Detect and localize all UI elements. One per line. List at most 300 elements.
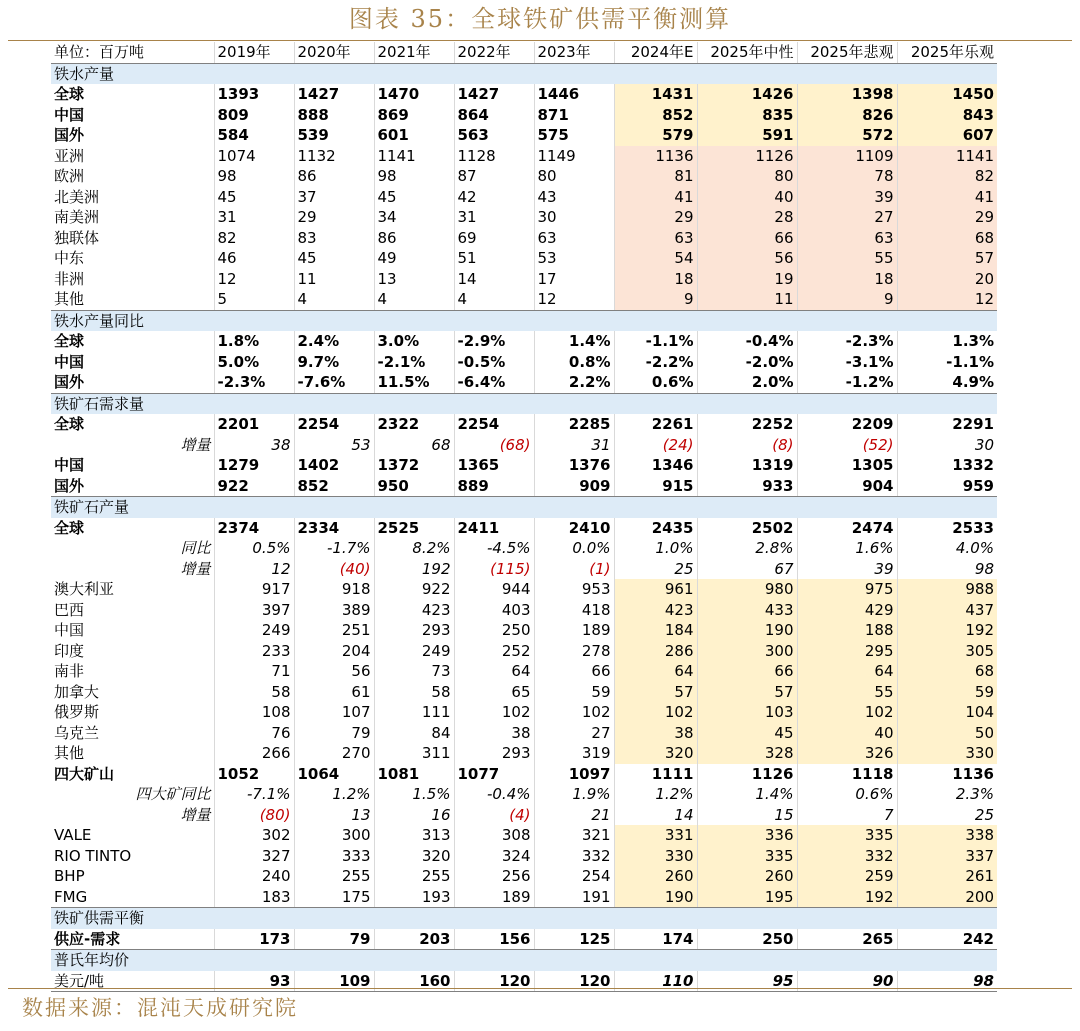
table-cell: 1427 — [454, 84, 534, 105]
table-cell: 1.4% — [534, 331, 614, 352]
table-cell: 601 — [374, 125, 454, 146]
table-cell: 174 — [614, 929, 697, 950]
table-cell: 1097 — [534, 764, 614, 785]
table-cell: 4.0% — [897, 538, 997, 559]
table-cell: 591 — [697, 125, 797, 146]
table-cell: 98 — [214, 166, 294, 187]
table-cell: 2254 — [454, 414, 534, 435]
table-cell: 54 — [614, 248, 697, 269]
row-label: 俄罗斯 — [54, 703, 100, 721]
table-cell: 0.6% — [614, 372, 697, 393]
table-cell: 266 — [214, 743, 294, 764]
table-cell: 2411 — [454, 518, 534, 539]
table-cell: 53 — [534, 248, 614, 269]
table-cell: 293 — [454, 743, 534, 764]
table-cell: 27 — [797, 207, 897, 228]
table-cell: 1470 — [374, 84, 454, 105]
table-row — [51, 105, 997, 126]
table-cell: 71 — [214, 661, 294, 682]
table-cell: 233 — [214, 641, 294, 662]
row-label: 巴西 — [54, 600, 85, 619]
table-cell: 1064 — [294, 764, 374, 785]
table-cell: 1346 — [614, 455, 697, 476]
row-label: 全球 — [54, 415, 85, 433]
table-row — [51, 538, 997, 559]
table-cell: 50 — [897, 723, 997, 744]
table-cell: 3.0% — [374, 331, 454, 352]
table-cell: 0.0% — [534, 538, 614, 559]
table-cell: 80 — [534, 166, 614, 187]
section-label: 铁水产量同比 — [51, 310, 997, 331]
table-cell: 64 — [614, 661, 697, 682]
table-cell: 260 — [697, 866, 797, 887]
table-cell: 1426 — [697, 84, 797, 105]
table-cell: 254 — [534, 866, 614, 887]
table-cell: 90 — [797, 971, 897, 992]
column-header: 2025年中性 — [697, 42, 797, 63]
table-cell: 55 — [797, 248, 897, 269]
table-row — [51, 146, 997, 167]
table-cell: 192 — [897, 620, 997, 641]
table-cell: 193 — [374, 887, 454, 908]
table-row — [51, 825, 997, 846]
table-cell: 950 — [374, 476, 454, 497]
table-cell: 1136 — [897, 764, 997, 785]
table-cell: 2474 — [797, 518, 897, 539]
table-cell: 980 — [697, 579, 797, 600]
table-cell: 255 — [374, 866, 454, 887]
table-cell: 29 — [294, 207, 374, 228]
section-row — [51, 310, 997, 331]
table-cell: 31 — [454, 207, 534, 228]
table-cell: 835 — [697, 105, 797, 126]
table-cell: 49 — [374, 248, 454, 269]
unit-label: 单位：百万吨 — [51, 42, 214, 63]
table-cell: 189 — [454, 887, 534, 908]
table-row — [51, 125, 997, 146]
table-cell: 1.8% — [214, 331, 294, 352]
table-cell: 103 — [697, 702, 797, 723]
table-row — [51, 455, 997, 476]
table-cell: 1077 — [454, 764, 534, 785]
table-cell: 1.5% — [374, 784, 454, 805]
table-cell: 324 — [454, 846, 534, 867]
table-cell: 31 — [214, 207, 294, 228]
table-cell: 332 — [797, 846, 897, 867]
table-cell: 270 — [294, 743, 374, 764]
table-cell: 250 — [697, 929, 797, 950]
table-cell: 108 — [214, 702, 294, 723]
table-cell: 311 — [374, 743, 454, 764]
table-cell: -0.4% — [697, 331, 797, 352]
section-label: 铁矿供需平衡 — [51, 908, 997, 929]
table-cell: -2.3% — [214, 372, 294, 393]
table-cell: 16 — [374, 805, 454, 826]
table-cell: 909 — [534, 476, 614, 497]
table-header-row — [51, 42, 997, 63]
table-cell: 1450 — [897, 84, 997, 105]
table-cell: 37 — [294, 187, 374, 208]
table-cell: 397 — [214, 600, 294, 621]
table-row — [51, 559, 997, 580]
table-cell: 961 — [614, 579, 697, 600]
table-cell: 41 — [897, 187, 997, 208]
table-cell: 2502 — [697, 518, 797, 539]
table-cell: 61 — [294, 682, 374, 703]
row-label: VALE — [54, 826, 92, 844]
table-cell: (8) — [697, 435, 797, 456]
table-cell: 332 — [534, 846, 614, 867]
table-cell: 25 — [614, 559, 697, 580]
table-cell: 2.4% — [294, 331, 374, 352]
table-cell: -1.1% — [614, 331, 697, 352]
table-cell: (115) — [454, 559, 534, 580]
table-cell: 68 — [374, 435, 454, 456]
table-cell: 327 — [214, 846, 294, 867]
table-cell: 58 — [214, 682, 294, 703]
table-cell: 57 — [897, 248, 997, 269]
table-cell: 259 — [797, 866, 897, 887]
table-cell: 255 — [294, 866, 374, 887]
table-row — [51, 682, 997, 703]
table-cell: 607 — [897, 125, 997, 146]
table-cell: 4.9% — [897, 372, 997, 393]
table-cell: 2410 — [534, 518, 614, 539]
table-cell: 51 — [454, 248, 534, 269]
table-cell: 539 — [294, 125, 374, 146]
table-cell: 160 — [374, 971, 454, 992]
table-cell: 59 — [534, 682, 614, 703]
row-label: 美元/吨 — [51, 971, 214, 992]
title-rule — [8, 40, 1072, 41]
table-cell: 889 — [454, 476, 534, 497]
table-cell: 933 — [697, 476, 797, 497]
row-label: 供应-需求 — [51, 929, 214, 950]
table-cell: 107 — [294, 702, 374, 723]
table-cell: 330 — [614, 846, 697, 867]
table-cell: 843 — [897, 105, 997, 126]
table-cell: -2.0% — [697, 352, 797, 373]
row-label: 南非 — [54, 662, 85, 680]
table-cell: 240 — [214, 866, 294, 887]
table-cell: 76 — [214, 723, 294, 744]
table-cell: 18 — [614, 269, 697, 290]
table-cell: 86 — [374, 228, 454, 249]
row-label: 国外 — [51, 476, 214, 497]
table-row — [51, 372, 997, 393]
table-cell: 82 — [897, 166, 997, 187]
table-cell: 1136 — [614, 146, 697, 167]
table-cell: 11 — [294, 269, 374, 290]
table-cell: (1) — [534, 559, 614, 580]
table-cell: 45 — [214, 187, 294, 208]
table-cell: 871 — [534, 105, 614, 126]
row-label: 全球 — [54, 85, 85, 103]
table-cell: 98 — [374, 166, 454, 187]
row-label: 国外 — [51, 372, 214, 393]
table-cell: 1376 — [534, 455, 614, 476]
table-row — [51, 723, 997, 744]
table-cell: -2.1% — [374, 352, 454, 373]
table-cell: 38 — [454, 723, 534, 744]
column-header: 2022年 — [454, 42, 534, 63]
table-cell: 252 — [454, 641, 534, 662]
table-cell: 2209 — [797, 414, 897, 435]
table-cell: 11.5% — [374, 372, 454, 393]
row-label: 同比 — [180, 539, 211, 557]
table-cell: 30 — [534, 207, 614, 228]
table-cell: 242 — [897, 929, 997, 950]
table-cell: 2291 — [897, 414, 997, 435]
column-header: 2023年 — [534, 42, 614, 63]
table-cell: 55 — [797, 682, 897, 703]
table-cell: 1118 — [797, 764, 897, 785]
table-cell: 102 — [797, 702, 897, 723]
table-cell: 93 — [214, 971, 294, 992]
table-cell: 192 — [374, 559, 454, 580]
row-label: 非洲 — [54, 269, 85, 288]
table-cell: 30 — [897, 435, 997, 456]
table-cell: 1109 — [797, 146, 897, 167]
table-row — [51, 887, 997, 908]
table-cell: 184 — [614, 620, 697, 641]
table-cell: 18 — [797, 269, 897, 290]
table-cell: 125 — [534, 929, 614, 950]
table-cell: 14 — [614, 805, 697, 826]
table-cell: 84 — [374, 723, 454, 744]
table-cell: 320 — [374, 846, 454, 867]
table-cell: 300 — [697, 641, 797, 662]
table-cell: 2254 — [294, 414, 374, 435]
table-cell: 915 — [614, 476, 697, 497]
column-header: 2021年 — [374, 42, 454, 63]
table-row — [51, 784, 997, 805]
table-cell: 852 — [614, 105, 697, 126]
table-cell: 110 — [614, 971, 697, 992]
row-label: 欧洲 — [54, 167, 85, 185]
table-cell: 959 — [897, 476, 997, 497]
table-cell: 78 — [797, 166, 897, 187]
table-cell: 251 — [294, 620, 374, 641]
table-cell: 852 — [294, 476, 374, 497]
table-cell: 1074 — [214, 146, 294, 167]
table-row — [51, 518, 997, 539]
table-cell: 45 — [294, 248, 374, 269]
table-cell: 40 — [697, 187, 797, 208]
table-cell: 904 — [797, 476, 897, 497]
table-cell: -7.1% — [214, 784, 294, 805]
table-row — [51, 414, 997, 435]
table-cell: 14 — [454, 269, 534, 290]
table-cell: 53 — [294, 435, 374, 456]
table-cell: -1.2% — [797, 372, 897, 393]
table-cell: 1081 — [374, 764, 454, 785]
table-row — [51, 641, 997, 662]
table-cell: 120 — [454, 971, 534, 992]
table-cell: 308 — [454, 825, 534, 846]
table-cell: 204 — [294, 641, 374, 662]
table-cell: 1132 — [294, 146, 374, 167]
table-cell: 1365 — [454, 455, 534, 476]
table-cell: 15 — [697, 805, 797, 826]
table-cell: 333 — [294, 846, 374, 867]
table-cell: 190 — [614, 887, 697, 908]
table-cell: 319 — [534, 743, 614, 764]
table-cell: 191 — [534, 887, 614, 908]
table-cell: 1141 — [897, 146, 997, 167]
table-cell: 19 — [697, 269, 797, 290]
table-cell: 563 — [454, 125, 534, 146]
table-cell: 67 — [697, 559, 797, 580]
table-cell: 1149 — [534, 146, 614, 167]
table-cell: 1.0% — [614, 538, 697, 559]
table-row — [51, 187, 997, 208]
table-cell: 4 — [374, 289, 454, 310]
row-label: 增量 — [180, 805, 211, 824]
table-cell: (24) — [614, 435, 697, 456]
row-label: 独联体 — [54, 228, 100, 247]
table-cell: 98 — [897, 971, 997, 992]
table-cell: 66 — [534, 661, 614, 682]
table-cell: 95 — [697, 971, 797, 992]
table-cell: 83 — [294, 228, 374, 249]
table-row — [51, 476, 997, 497]
row-label: 中国 — [54, 456, 85, 474]
row-label: 全球 — [54, 518, 85, 537]
table-cell: 195 — [697, 887, 797, 908]
table-cell: 203 — [374, 929, 454, 950]
section-label: 铁矿石产量 — [51, 497, 997, 518]
table-cell: 40 — [797, 723, 897, 744]
table-cell: 120 — [534, 971, 614, 992]
row-label: 增量 — [180, 559, 211, 578]
table-cell: (40) — [294, 559, 374, 580]
table-cell: 1126 — [697, 146, 797, 167]
table-cell: -1.1% — [897, 352, 997, 373]
table-cell: 68 — [897, 228, 997, 249]
table-cell: 29 — [614, 207, 697, 228]
table-cell: -4.5% — [454, 538, 534, 559]
table-cell: 313 — [374, 825, 454, 846]
table-cell: 45 — [697, 723, 797, 744]
table-cell: 192 — [797, 887, 897, 908]
table-cell: 433 — [697, 600, 797, 621]
section-label: 铁矿石需求量 — [51, 393, 997, 414]
table-cell: 34 — [374, 207, 454, 228]
table-cell: 1.9% — [534, 784, 614, 805]
table-row — [51, 289, 997, 310]
table-cell: 335 — [697, 846, 797, 867]
table-cell: 1402 — [294, 455, 374, 476]
table-cell: 98 — [897, 559, 997, 580]
table-cell: 335 — [797, 825, 897, 846]
table-cell: 2.3% — [897, 784, 997, 805]
table-cell: 1052 — [214, 764, 294, 785]
table-row — [51, 84, 997, 105]
table-cell: 156 — [454, 929, 534, 950]
table-cell: 25 — [897, 805, 997, 826]
table-cell: -0.4% — [454, 784, 534, 805]
table-cell: 326 — [797, 743, 897, 764]
table-cell: -1.7% — [294, 538, 374, 559]
supply-demand-table — [51, 42, 997, 992]
table-cell: 944 — [454, 579, 534, 600]
table-cell: 42 — [454, 187, 534, 208]
table-cell: 183 — [214, 887, 294, 908]
table-cell: 31 — [534, 435, 614, 456]
table-cell: 7 — [797, 805, 897, 826]
table-cell: 328 — [697, 743, 797, 764]
table-cell: 1.6% — [797, 538, 897, 559]
row-label: FMG — [51, 887, 214, 908]
table-row — [51, 600, 997, 621]
table-cell: 111 — [374, 702, 454, 723]
row-label: 南美洲 — [54, 208, 100, 226]
table-row — [51, 269, 997, 290]
table-cell: (52) — [797, 435, 897, 456]
table-cell: -2.2% — [614, 352, 697, 373]
section-row — [51, 63, 997, 84]
table-cell: 2261 — [614, 414, 697, 435]
table-cell: 300 — [294, 825, 374, 846]
table-cell: 437 — [897, 600, 997, 621]
table-cell: 175 — [294, 887, 374, 908]
table-cell: 2.0% — [697, 372, 797, 393]
table-row — [51, 228, 997, 249]
table-cell: 102 — [454, 702, 534, 723]
table-cell: 109 — [294, 971, 374, 992]
table-cell: 403 — [454, 600, 534, 621]
table-cell: 12 — [214, 269, 294, 290]
table-cell: 9.7% — [294, 352, 374, 373]
row-label: RIO TINTO — [54, 846, 132, 865]
table-cell: 321 — [534, 825, 614, 846]
table-cell: 2334 — [294, 518, 374, 539]
row-label: 增量 — [180, 435, 211, 454]
table-cell: 1398 — [797, 84, 897, 105]
table-cell: 1126 — [697, 764, 797, 785]
table-cell: 29 — [897, 207, 997, 228]
table-cell: 1.2% — [294, 784, 374, 805]
table-cell: 82 — [214, 228, 294, 249]
table-cell: 41 — [614, 187, 697, 208]
table-cell: 63 — [614, 228, 697, 249]
table-cell: 189 — [534, 620, 614, 641]
table-row — [51, 352, 997, 373]
table-cell: 0.8% — [534, 352, 614, 373]
table-row — [51, 866, 997, 887]
table-cell: 1128 — [454, 146, 534, 167]
table-cell: 1305 — [797, 455, 897, 476]
row-label: 中国 — [54, 621, 85, 639]
table-cell: -0.5% — [454, 352, 534, 373]
table-cell: 9 — [797, 289, 897, 310]
table-cell: 922 — [214, 476, 294, 497]
table-cell: 869 — [374, 105, 454, 126]
table-cell: (4) — [454, 805, 534, 826]
table-cell: 87 — [454, 166, 534, 187]
section-row — [51, 908, 997, 929]
table-cell: 1431 — [614, 84, 697, 105]
column-header: 2020年 — [294, 42, 374, 63]
table-cell: 5.0% — [214, 352, 294, 373]
table-cell: 888 — [294, 105, 374, 126]
table-cell: 8.2% — [374, 538, 454, 559]
table-row — [51, 579, 997, 600]
table-cell: 988 — [897, 579, 997, 600]
table-cell: 429 — [797, 600, 897, 621]
table-cell: 86 — [294, 166, 374, 187]
